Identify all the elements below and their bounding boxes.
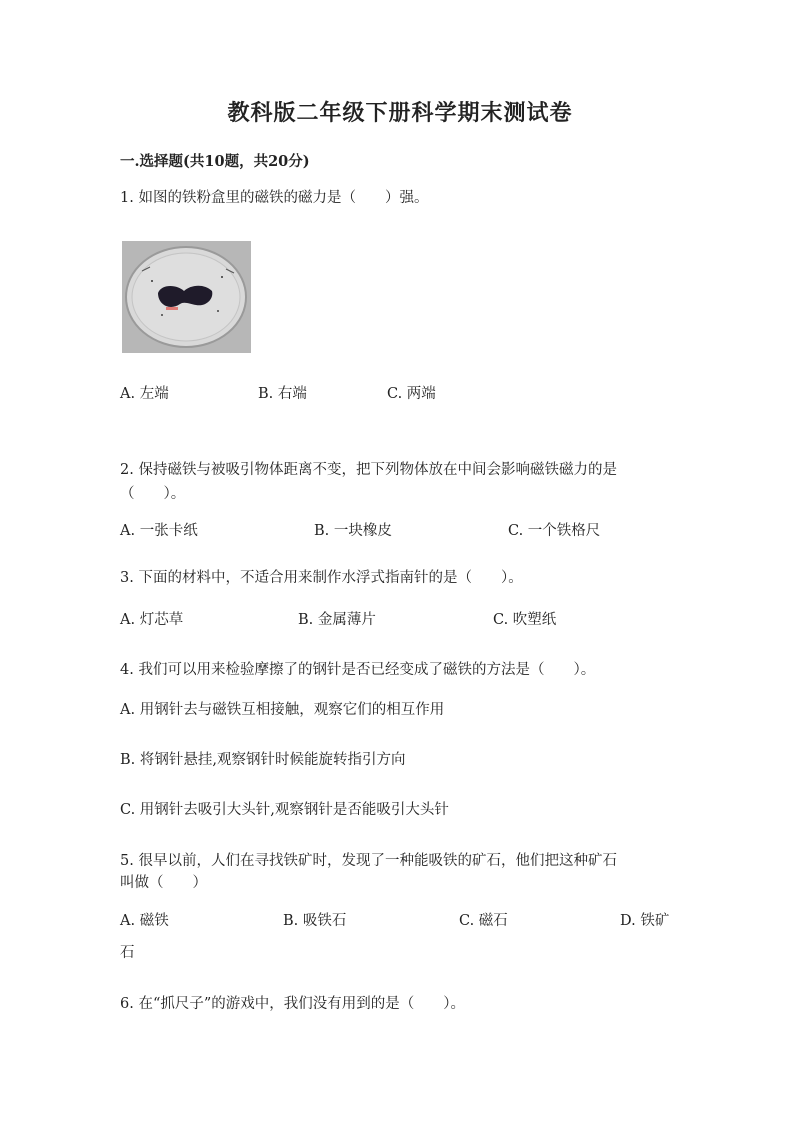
q5-option-c: C. 磁石 (459, 913, 508, 929)
q3-option-b: B. 金属薄片 (298, 612, 376, 628)
q2-option-a: A. 一张卡纸 (120, 523, 198, 539)
question-2-line-1: 2. 保持磁铁与被吸引物体距离不变，把下列物体放在中间会影响磁铁磁力的是 (120, 462, 617, 478)
q2-option-c: C. 一个铁格尺 (508, 523, 601, 539)
section-heading: 一.选择题(共10题，共20分) (120, 153, 310, 170)
magnet-dish-photo (122, 241, 251, 353)
question-5-line-2: 叫做（ ） (120, 875, 207, 891)
question-1: 1. 如图的铁粉盒里的磁铁的磁力是（ ）强。 (120, 190, 429, 206)
q1-option-b: B. 右端 (258, 386, 307, 402)
q5-option-d: D. 铁矿 (620, 913, 670, 929)
q4-option-a: A. 用钢针去与磁铁互相接触，观察它们的相互作用 (120, 702, 445, 718)
q5-option-a: A. 磁铁 (120, 913, 169, 929)
question-5-line-1: 5. 很早以前，人们在寻找铁矿时，发现了一种能吸铁的矿石，他们把这种矿石 (120, 853, 617, 869)
iron-filings-dish-image (122, 241, 251, 353)
page-title: 教科版二年级下册科学期末测试卷 (227, 100, 573, 126)
q1-option-c: C. 两端 (387, 386, 436, 402)
question-2-line-2: （ ）。 (120, 486, 186, 502)
q5-option-d-wrap: 石 (120, 945, 135, 961)
question-3: 3. 下面的材料中，不适合用来制作水浮式指南针的是（ ）。 (120, 570, 523, 586)
q5-option-b: B. 吸铁石 (283, 913, 347, 929)
q3-option-c: C. 吹塑纸 (493, 612, 557, 628)
q4-option-b: B. 将钢针悬挂,观察钢针时候能旋转指引方向 (120, 752, 406, 768)
q3-option-a: A. 灯芯草 (120, 612, 184, 628)
question-4: 4. 我们可以用来检验摩擦了的钢针是否已经变成了磁铁的方法是（ ）。 (120, 662, 596, 678)
q2-option-b: B. 一块橡皮 (314, 523, 392, 539)
q4-option-c: C. 用钢针去吸引大头针,观察钢针是否能吸引大头针 (120, 802, 449, 818)
q1-option-a: A. 左端 (120, 386, 169, 402)
question-6: 6. 在“抓尺子”的游戏中，我们没有用到的是（ ）。 (120, 996, 466, 1012)
